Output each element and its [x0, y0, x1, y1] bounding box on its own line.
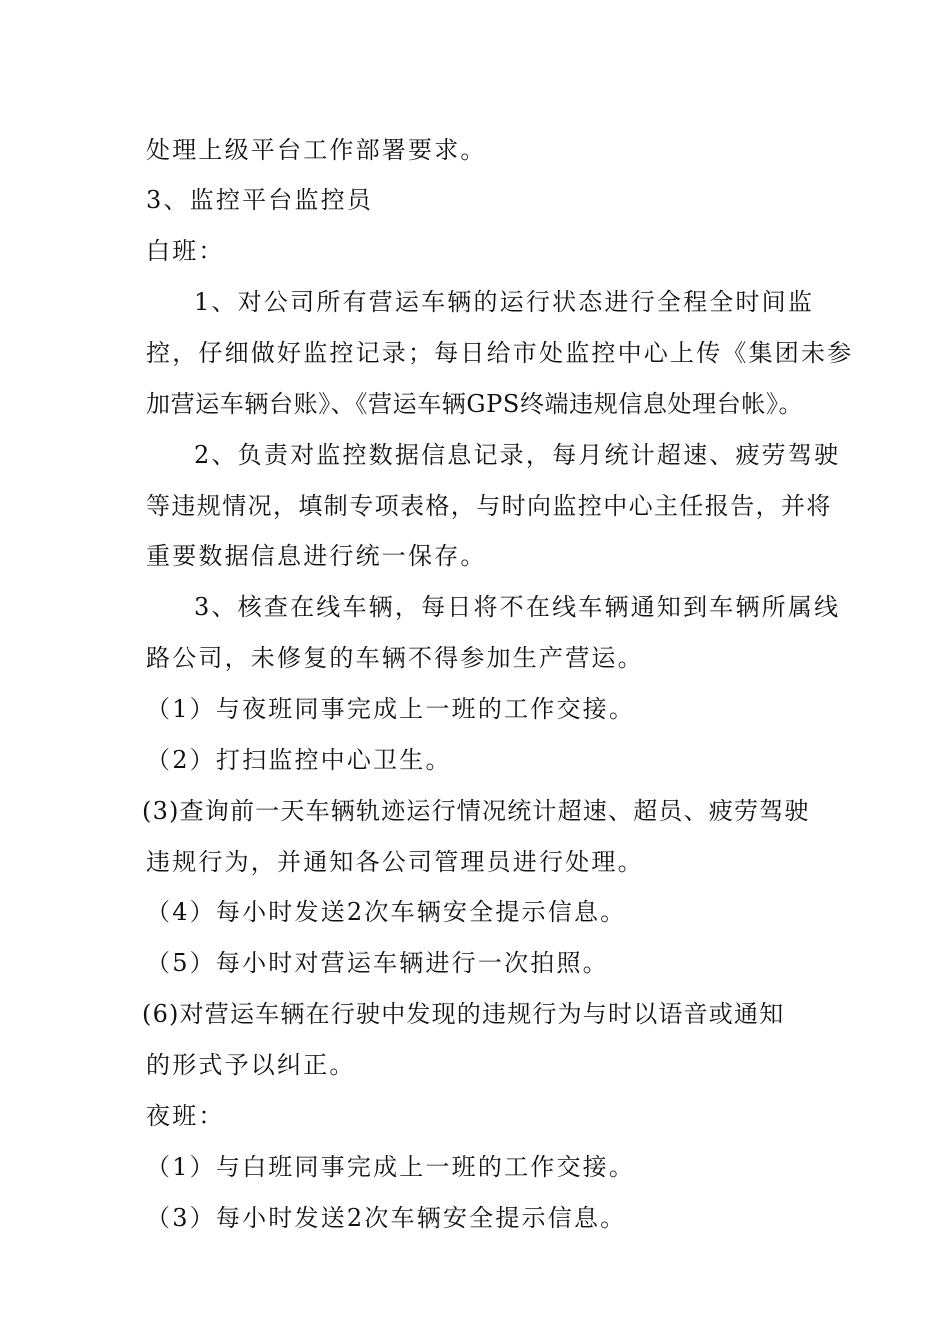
subheading-day-shift: 白班：: [146, 237, 225, 265]
text-line-19: 的形式予以纠正。: [146, 1051, 356, 1079]
list-item-day-5: （5）每小时对营运车辆进行一次拍照。: [146, 949, 609, 977]
section-heading-monitor: 3、监控平台监控员: [146, 186, 374, 214]
text-line-11: 路公司，未修复的车辆不得参加生产营运。: [146, 644, 644, 672]
text-line-1: 处理上级平台工作部署要求。: [146, 136, 487, 164]
text-line-15: 违规行为，并通知各公司管理员进行处理。: [146, 848, 644, 876]
text-line-5: 控，仔细做好监控记录；每日给市处监控中心上传《集团未参: [146, 339, 854, 367]
text-line-6: 加营运车辆台账》、《营运车辆GPS终端违规信息处理台帐》。: [146, 390, 804, 418]
text-line-4: 1、对公司所有营运车辆的运行状态进行全程全时间监: [194, 288, 815, 316]
text-line-10: 3、核查在线车辆，每日将不在线车辆通知到车辆所属线: [194, 593, 841, 621]
text-line-9: 重要数据信息进行统一保存。: [146, 542, 487, 570]
list-item-day-1: （1）与夜班同事完成上一班的工作交接。: [146, 695, 636, 723]
list-item-night-3: （3）每小时发送2次车辆安全提示信息。: [146, 1204, 627, 1232]
list-item-day-4: （4）每小时发送2次车辆安全提示信息。: [146, 898, 627, 926]
text-line-7: 2、负责对监控数据信息记录，每月统计超速、疲劳驾驶: [194, 441, 841, 469]
list-item-day-3: (3)查询前一天车辆轨迹运行情况统计超速、超员、疲劳驾驶: [142, 797, 810, 825]
subheading-night-shift: 夜班：: [146, 1102, 225, 1130]
text-line-8: 等违规情况，填制专项表格，与时向监控中心主任报告，并将: [146, 492, 832, 520]
list-item-day-6: (6)对营运车辆在行驶中发现的违规行为与时以语音或通知: [142, 1000, 785, 1028]
list-item-day-2: （2）打扫监控中心卫生。: [146, 746, 452, 774]
list-item-night-1: （1）与白班同事完成上一班的工作交接。: [146, 1153, 636, 1181]
